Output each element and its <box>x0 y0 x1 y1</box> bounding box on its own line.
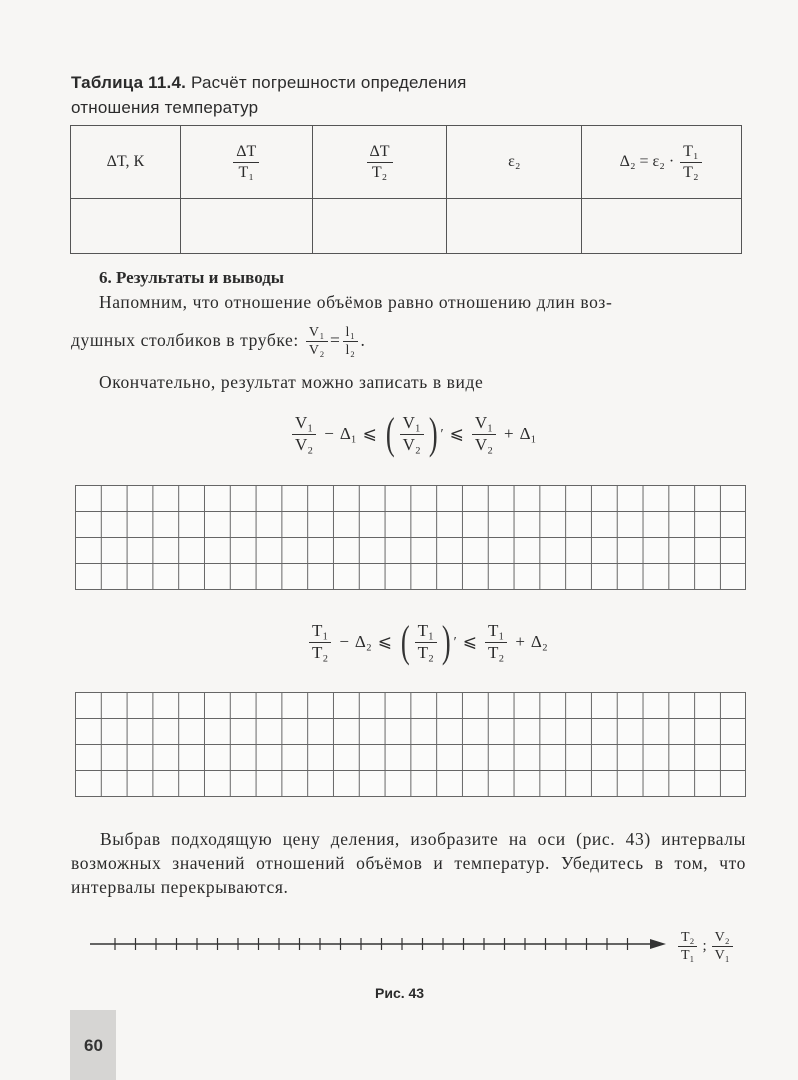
formula-volume: $\frac{\text{V₁}}{\text{V₂}}$ − Δ₁ ⩽ ( $\frac{\text{V₁}}{\text{V₂}}$ ) ′ ⩽ $\frac{\text{V₁}}{\text{V₂}}$ + Δ₁ <box>290 412 536 456</box>
page-number: 60 <box>84 1036 103 1055</box>
page-number-tab <box>70 1010 116 1080</box>
answer-grid-temperature[interactable] <box>75 692 746 797</box>
formula-temperature: $\frac{\text{T₁}}{\text{T₂}}$ − Δ₂ ⩽ ( $\frac{\text{T₁}}{\text{T₂}}$ ) ′ ⩽ $\frac{\text{T₁}}{\text{T₂}}$ + Δ₂ <box>307 620 548 664</box>
volume-ratio: $\frac{\text{V₁}}{\text{V₂}}$ <box>306 325 328 359</box>
table-caption <box>71 70 467 120</box>
table-caption-line2: отношения температур <box>71 98 259 117</box>
table-cell[interactable] <box>447 199 582 254</box>
answer-grid-volume[interactable] <box>75 485 746 590</box>
table-cell[interactable] <box>71 199 181 254</box>
instruction-paragraph: Выбрав подходящую цену деления, изобразите на оси (рис. 43) интервалы возможных значений отношений объёмов и температур. Убедитесь в том, что интервалы перекрываются. <box>71 829 746 897</box>
table-caption-line1: Расчёт погрешности определения <box>191 73 467 92</box>
axis-label: $\frac{\text{T₂}}{\text{T₁}}$ ; $\frac{\text{V₂}}{\text{V₁}}$ <box>676 930 735 964</box>
section-title: 6. Результаты и выводы <box>99 268 285 287</box>
axis-arrow-icon <box>650 939 666 949</box>
paragraph-line2: душных столбиков в трубке: $\frac{\text{V₁}}{\text{V₂}}$ = $\frac{\text{l₁}}{\text{l₂}}$ . <box>71 325 366 359</box>
table-row <box>71 199 742 254</box>
error-table <box>70 125 742 254</box>
figure-caption: Рис. 43 <box>375 985 425 1001</box>
table-caption-label: Таблица 11.4. <box>71 73 187 92</box>
table-header-row <box>71 126 742 199</box>
header-dt-over-t2: $\frac{\Delta T}{\text{T₂}}$ <box>312 126 447 199</box>
number-axis[interactable] <box>90 930 670 960</box>
header-delta-t: ΔT, К <box>71 126 181 199</box>
paragraph-line2-text: душных столбиков в трубке: <box>71 329 299 350</box>
paragraph-result: Окончательно, результат можно записать в виде <box>99 372 484 392</box>
header-delta2: Δ₂ = ε₂ · $\frac{\text{T₁}}{\text{T₂}}$ <box>582 126 742 199</box>
table-cell[interactable] <box>312 199 447 254</box>
paragraph-line1: Напомним, что отношение объёмов равно отношению длин воз- <box>99 292 613 312</box>
table-cell[interactable] <box>180 199 312 254</box>
table-cell[interactable] <box>582 199 742 254</box>
header-dt-over-t1: $\frac{\Delta T}{\text{T₁}}$ <box>180 126 312 199</box>
length-ratio: $\frac{\text{l₁}}{\text{l₂}}$ <box>343 325 359 359</box>
header-epsilon2: ε₂ <box>447 126 582 199</box>
